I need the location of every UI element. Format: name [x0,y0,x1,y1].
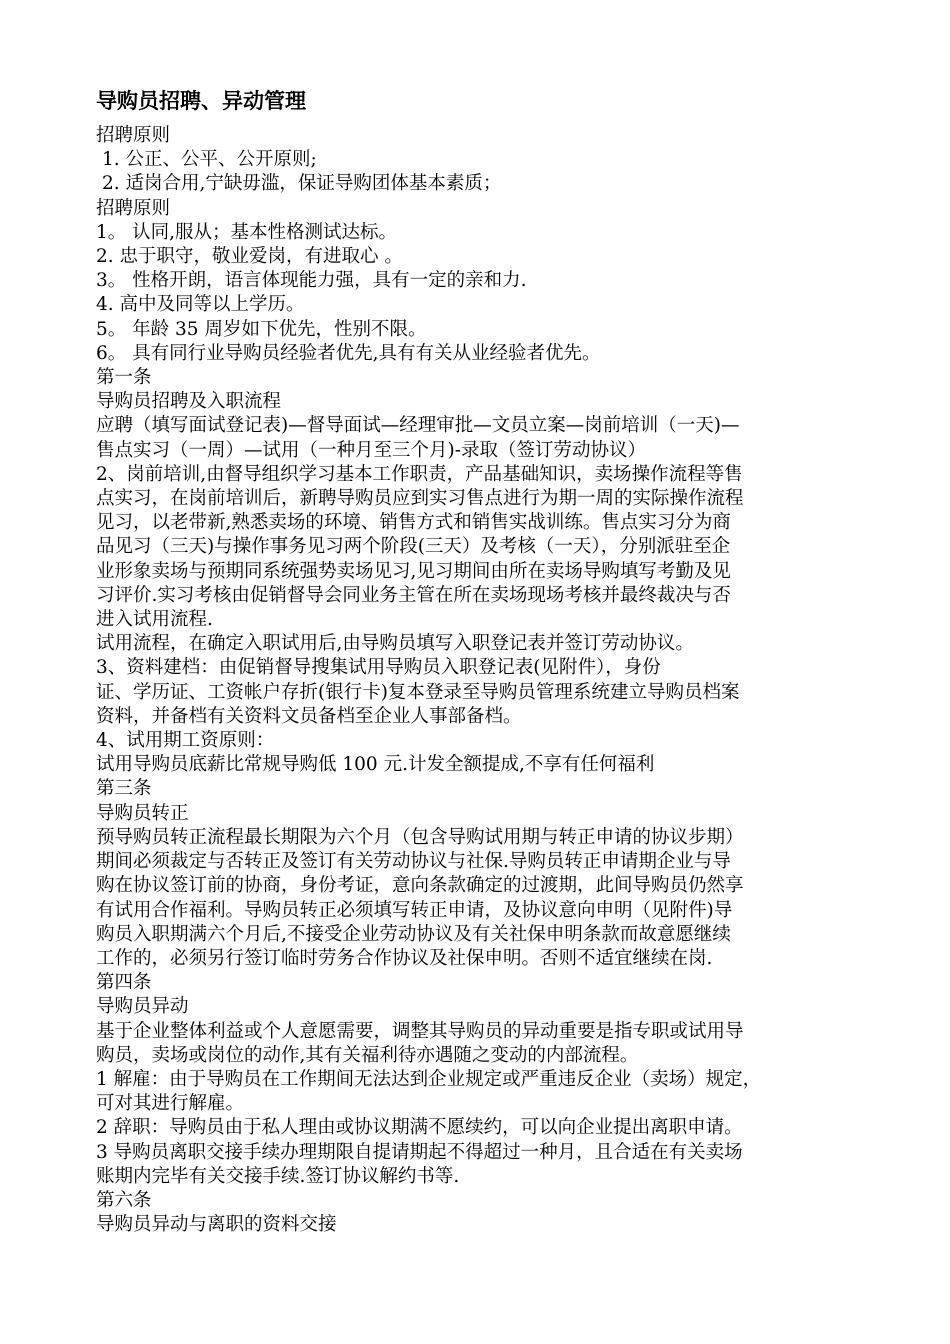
paragraph-line: 应聘（填写面试登记表)—督导面试—经理审批—文员立案—岗前培训（一天)— [96,415,740,437]
list-item: 5。 年龄 35 周岁如下优先，性别不限。 [96,318,427,340]
section-heading: 导购员异动 [96,996,189,1018]
paragraph-line: 证、学历证、工资帐户存折(银行卡)复本登录至导购员管理系统建立导购员档案 [96,681,740,703]
list-item: 1. 公正、公平、公开原则; [102,149,317,171]
paragraph-line: 期间必须裁定与否转正及签订有关劳动协议与社保.导购员转正申请期企业与导 [96,851,731,873]
paragraph-line: 2、岗前培训,由督导组织学习基本工作职责，产品基础知识，卖场操作流程等售 [96,463,743,485]
list-item: 2. 忠于职守，敬业爱岗，有进取心 。 [96,246,403,268]
article-heading: 第四条 [96,972,152,994]
list-item: 3。 性格开朗，语言体现能力强，具有一定的亲和力. [96,270,527,292]
paragraph-line: 预导购员转正流程最长期限为六个月（包含导购试用期与转正申请的协议步期） [96,826,744,848]
paragraph-line: 资料，并备档有关资料文员备档至企业人事部备档。 [96,705,522,727]
paragraph-line: 3 导购员离职交接手续办理期限自提请期起不得超过一种月，且合适在有关卖场 [96,1141,743,1163]
paragraph-line: 点实习，在岗前培训后，新聘导购员应到实习售点进行为期一周的实际操作流程 [96,488,744,510]
list-item: 6。 具有同行业导购员经验者优先,具有有关从业经验者优先。 [96,342,601,364]
article-heading: 第三条 [96,778,152,800]
paragraph-line: 品见习（三天)与操作事务见习两个阶段(三天）及考核（一天），分别派驻至企 [96,536,731,558]
paragraph-line: 见习，以老带新,熟悉卖场的环境、销售方式和销售实战训练。售点实习分为商 [96,512,731,534]
paragraph-line: 购在协议签订前的协商，身份考证，意向条款确定的过渡期，此间导购员仍然享 [96,875,744,897]
paragraph-line: 进入试用流程. [96,609,213,631]
paragraph-line: 账期内完毕有关交接手续.签订协议解约书等. [96,1165,460,1187]
paragraph-line: 试用流程，在确定入职试用后,由导购员填写入职登记表并签订劳动协议。 [96,633,694,655]
paragraph-line: 试用导购员底薪比常规导购低 100 元.计发全额提成,不享有任何福利 [96,754,655,776]
paragraph-line: 有试用合作福利。导购员转正必须填写转正申请，及协议意向申明（见附件)导 [96,899,733,921]
document-title: 导购员招聘、异动管理 [96,89,306,113]
paragraph-line: 业形象卖场与预期同系统强势卖场见习,见习期间由所在卖场导购填写考勤及见 [96,560,731,582]
paragraph-line: 4、试用期工资原则： [96,730,275,752]
article-heading: 第一条 [96,367,152,389]
paragraph-line: 2 辞职：导购员由于私人理由或协议期满不愿续约，可以向企业提出离职申请。 [96,1117,743,1139]
paragraph-line: 习评价.实习考核由促销督导会同业务主管在所在卖场现场考核并最终裁决与否 [96,584,731,606]
article-heading: 第六条 [96,1189,152,1211]
paragraph-line: 3、资料建档：由促销督导搜集试用导购员入职登记表(见附件），身份 [96,657,661,679]
paragraph-line: 基于企业整体利益或个人意愿需要，调整其导购员的异动重要是指专职或试用导 [96,1020,744,1042]
paragraph-line: 可对其进行解雇。 [96,1093,245,1115]
section-heading: 导购员招聘及入职流程 [96,391,282,413]
paragraph-line: 工作的，必须另行签订临时劳务合作协议及社保申明。否则不适宜继续在岗. [96,947,713,969]
section-heading: 招聘原则 [96,197,171,219]
paragraph-line: 购员，卖场或岗位的动作,其有关福利待亦遇随之变动的内部流程。 [96,1044,639,1066]
list-item: 4. 高中及同等以上学历。 [96,294,305,316]
section-heading: 导购员异动与离职的资料交接 [96,1214,337,1236]
list-item: 1。 认同,服从；基本性格测试达标。 [96,221,398,243]
section-heading: 导购员转正 [96,802,189,824]
paragraph-line: 售点实习（一周）—试用（一种月至三个月)-录取（签订劳动协议） [96,439,646,461]
paragraph-line: 1 解雇：由于导购员在工作期间无法达到企业规定或严重违反企业（卖场）规定， [96,1068,762,1090]
paragraph-line: 购员入职期满六个月后,不接受企业劳动协议及有关社保申明条款而故意愿继续 [96,923,731,945]
section-heading: 招聘原则 [96,125,171,146]
list-item: 2. 适岗合用,宁缺毋滥，保证导购团体基本素质； [102,173,502,195]
